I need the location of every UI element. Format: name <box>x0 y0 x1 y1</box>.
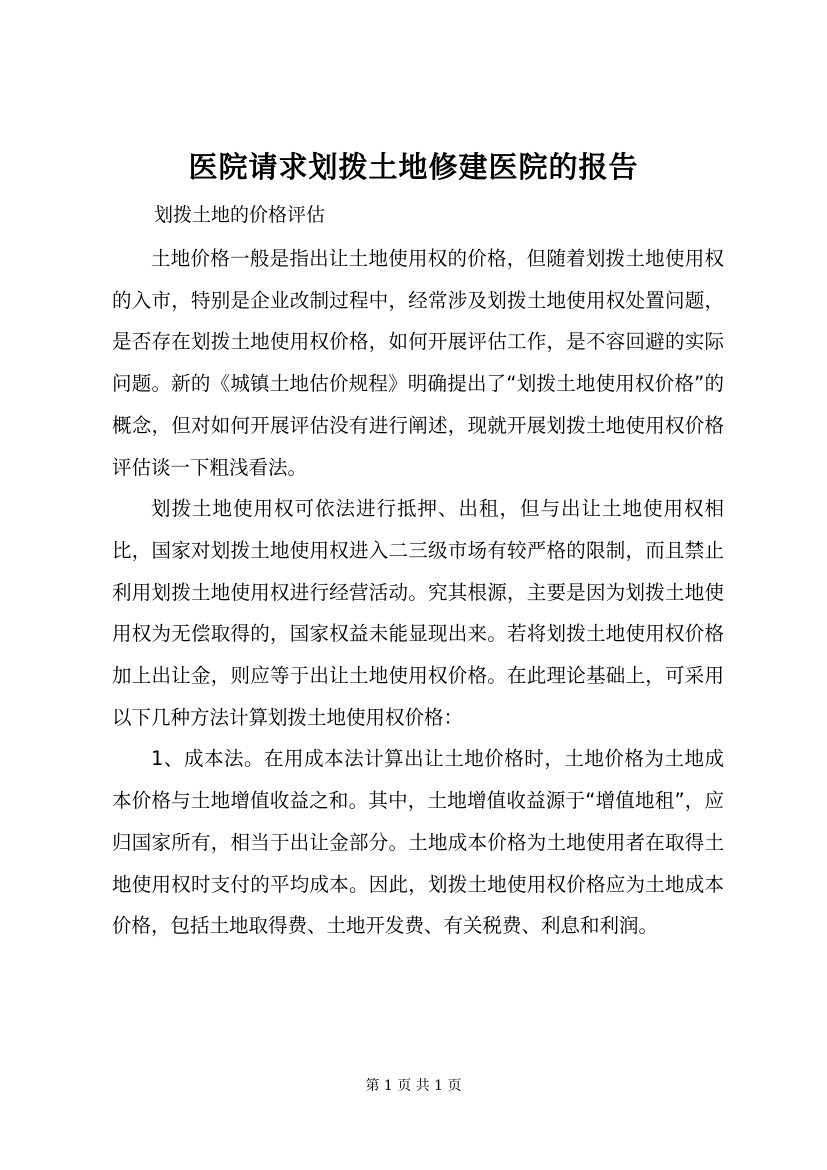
paragraph-cost-method: 1、成本法。在用成本法计算出让土地价格时，土地价格为土地成本价格与土地增值收益之和。其中，土地增值收益源于“增值地租”，应归国家所有，相当于出让金部分。土地成本价格为土地使用者在取得土地使用权时支付的平均成本。因此，划拨土地使用权价格应为土地成本价格，包括土地取得费、土地开发费、有关税费、利息和利润。 <box>112 747 724 938</box>
paragraph-theory: 划拨土地使用权可依法进行抵押、出租，但与出让土地使用权相比，国家对划拨土地使用权进入二三级市场有较严格的限制，而且禁止利用划拨土地使用权进行经营活动。究其根源，主要是因为划拨土地使用权为无偿取得的，国家权益未能显现出来。若将划拨土地使用权价格加上出让金，则应等于出让土地使用权价格。在此理论基础上，可采用以下几种方法计算划拨土地使用权价格： <box>112 497 724 729</box>
document-title: 医院请求划拨土地修建医院的报告 <box>188 150 639 184</box>
paragraph-intro: 土地价格一般是指出让土地使用权的价格，但随着划拨土地使用权的入市，特别是企业改制过程中，经常涉及划拨土地使用权处置问题，是否存在划拨土地使用权价格，如何开展评估工作，是不容回避的实际问题。新的《城镇土地估价规程》明确提出了“划拨土地使用权价格”的概念，但对如何开展评估没有进行阐述，现就开展划拨土地使用权价格评估谈一下粗浅看法。 <box>112 247 724 479</box>
document-subtitle: 划拨土地的价格评估 <box>154 204 326 226</box>
page-footer: 第 1 页 共 1 页 <box>365 1078 462 1094</box>
document-body <box>112 238 724 947</box>
